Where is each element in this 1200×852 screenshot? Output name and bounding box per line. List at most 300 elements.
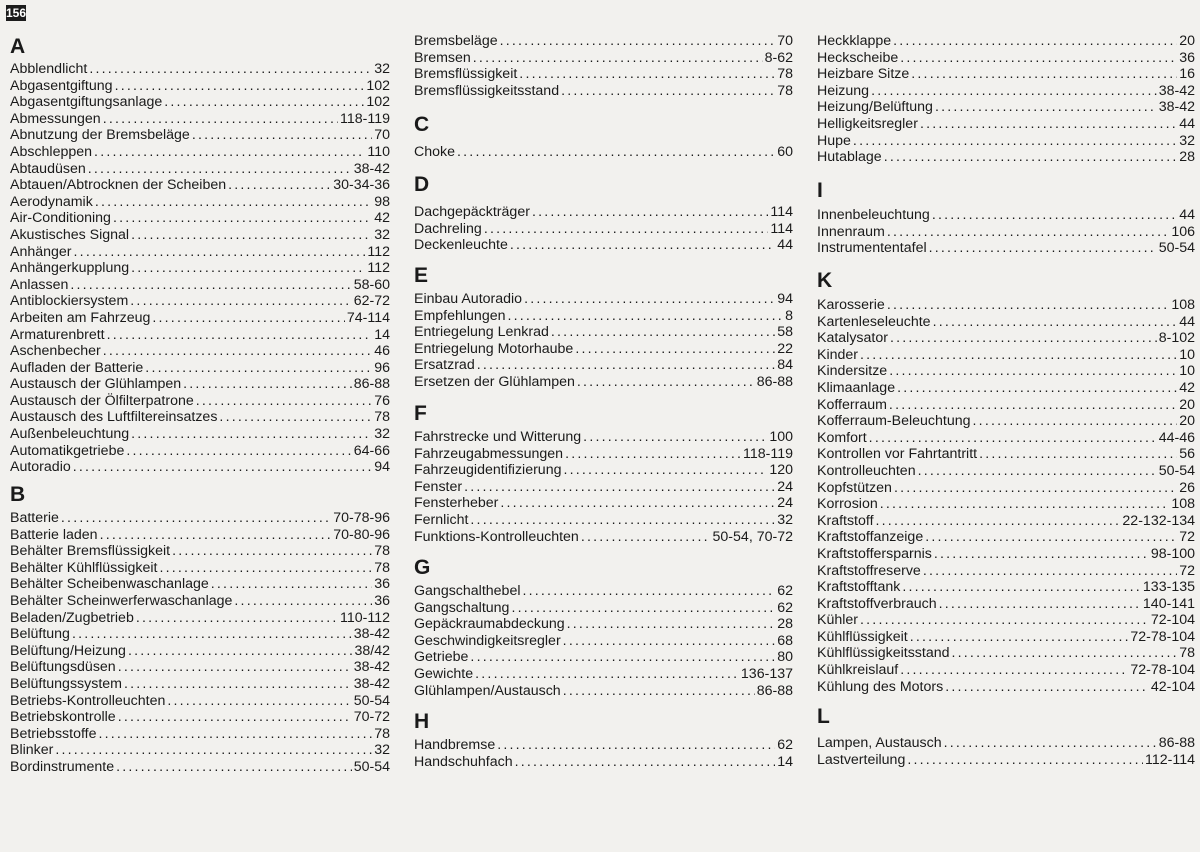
dot-leader xyxy=(532,204,768,221)
index-entry xyxy=(10,310,390,327)
dot-leader xyxy=(897,380,1177,397)
page-reference: 38-42 xyxy=(1158,99,1195,116)
dot-leader xyxy=(561,83,775,100)
dot-leader xyxy=(563,683,755,700)
index-term: Kinder xyxy=(817,346,859,363)
dot-leader xyxy=(911,66,1177,83)
page-reference: 86-88 xyxy=(756,373,793,390)
dot-leader xyxy=(952,645,1178,662)
index-entry xyxy=(817,679,1195,696)
page-reference: 62-72 xyxy=(353,293,390,310)
dot-leader xyxy=(551,324,775,341)
index-entry xyxy=(10,277,390,294)
dot-leader xyxy=(103,111,338,128)
index-entry xyxy=(414,374,793,391)
dot-leader xyxy=(932,207,1177,224)
dot-leader xyxy=(152,310,345,327)
page-reference: 32 xyxy=(374,742,390,759)
dot-leader xyxy=(923,563,1177,580)
index-entry xyxy=(414,754,793,771)
dot-leader xyxy=(477,357,776,374)
index-term: Handbremse xyxy=(414,737,496,753)
index-entry xyxy=(817,513,1195,530)
page-reference: 38/42 xyxy=(354,642,390,659)
index-term: Behälter Scheinwerferwaschanlage xyxy=(10,592,233,609)
index-entry-list xyxy=(10,61,390,476)
dot-leader xyxy=(118,709,352,726)
index-term: Autoradio xyxy=(10,459,71,476)
index-entry xyxy=(817,662,1195,679)
index-entry xyxy=(817,596,1195,613)
index-term: Betriebsstoffe xyxy=(10,725,97,742)
page-reference: 72-78-104 xyxy=(1130,662,1195,679)
dot-leader xyxy=(920,116,1177,133)
page-reference: 24 xyxy=(777,478,793,495)
index-term: Kühlkreislauf xyxy=(817,662,899,679)
index-term: Helligkeitsregler xyxy=(817,115,918,132)
page-reference: 136-137 xyxy=(740,665,793,682)
index-term: Kühler xyxy=(817,612,859,629)
index-entry xyxy=(10,227,390,244)
index-entry-list xyxy=(817,33,1195,166)
index-term: Entriegelung Motorhaube xyxy=(414,340,574,357)
index-term: Kontrollen vor Fahrtantritt xyxy=(817,446,978,463)
page-reference: 44 xyxy=(777,237,793,254)
index-entry-list xyxy=(414,33,793,99)
index-term: Kraftstoffanzeige xyxy=(817,529,924,546)
index-entry xyxy=(817,629,1195,646)
page-reference: 36 xyxy=(374,576,390,593)
index-term: Aschenbecher xyxy=(10,343,101,360)
index-entry xyxy=(414,616,793,633)
index-entry xyxy=(414,529,793,546)
index-entry xyxy=(817,116,1195,133)
dot-leader xyxy=(70,277,351,294)
dot-leader xyxy=(192,127,372,144)
page-reference: 50-54 xyxy=(1158,240,1195,257)
index-entry xyxy=(817,347,1195,364)
index-term: Kindersitze xyxy=(817,363,888,380)
index-term: Gewichte xyxy=(414,665,474,682)
page-reference: 78 xyxy=(777,82,793,99)
section-letter-f: F xyxy=(414,402,427,425)
section-letter-h: H xyxy=(414,710,430,733)
index-entry xyxy=(817,240,1195,257)
index-entry xyxy=(10,693,390,710)
index-term: Heckscheibe xyxy=(817,49,899,66)
dot-leader xyxy=(929,240,1157,257)
page-reference: 68 xyxy=(777,632,793,649)
index-term: Bremsbeläge xyxy=(414,33,498,49)
dot-leader xyxy=(484,221,769,238)
dot-leader xyxy=(934,546,1149,563)
index-term: Aufladen der Batterie xyxy=(10,359,144,376)
page-number: 156 xyxy=(6,6,27,20)
index-entry xyxy=(10,659,390,676)
dot-leader xyxy=(918,463,1157,480)
index-entry-list xyxy=(817,297,1195,695)
index-term: Deckenleuchte xyxy=(414,237,508,254)
index-term: Kühlflüssigkeit xyxy=(817,628,908,645)
dot-leader xyxy=(511,600,775,617)
page-reference: 44 xyxy=(1179,313,1195,330)
dot-leader xyxy=(522,583,775,600)
index-term: Kraftstoffersparnis xyxy=(817,545,932,562)
page-reference: 10 xyxy=(1179,363,1195,380)
page-reference: 42 xyxy=(374,210,390,227)
dot-leader xyxy=(894,480,1177,497)
page-reference: 84 xyxy=(777,357,793,374)
index-entry xyxy=(10,593,390,610)
page-reference: 72-104 xyxy=(1150,612,1195,629)
index-term: Antiblockiersystem xyxy=(10,293,129,310)
index-entry xyxy=(414,83,793,100)
index-entry xyxy=(10,459,390,476)
page-reference: 32 xyxy=(374,61,390,77)
index-term: Fahrzeugabmessungen xyxy=(414,445,564,462)
page-reference: 64-66 xyxy=(353,442,390,459)
index-entry xyxy=(10,643,390,660)
index-term: Kartenleseleuchte xyxy=(817,313,931,330)
index-entry-list xyxy=(414,144,793,161)
dot-leader xyxy=(567,616,776,633)
index-entry xyxy=(414,50,793,67)
dot-leader xyxy=(524,291,775,308)
dot-leader xyxy=(515,754,776,771)
dot-leader xyxy=(890,330,1157,347)
index-term: Aerodynamik xyxy=(10,193,93,210)
index-term: Funktions-Kontrolleuchten xyxy=(414,528,579,545)
index-entry xyxy=(414,357,793,374)
dot-leader xyxy=(73,459,372,476)
index-term: Belüftungsdüsen xyxy=(10,659,116,676)
page-reference: 42-104 xyxy=(1150,678,1195,695)
page-reference: 62 xyxy=(777,599,793,616)
page-reference: 24 xyxy=(777,495,793,512)
index-term: Innenbeleuchtung xyxy=(817,207,930,223)
dot-leader xyxy=(72,626,352,643)
index-entry-list xyxy=(414,204,793,254)
page-reference: 76 xyxy=(374,392,390,409)
dot-leader xyxy=(107,327,373,344)
index-entry xyxy=(817,579,1195,596)
index-term: Choke xyxy=(414,144,456,160)
dot-leader xyxy=(103,343,373,360)
page-reference: 32 xyxy=(777,511,793,528)
dot-leader xyxy=(74,244,366,261)
index-term: Klimaanlage xyxy=(817,379,896,396)
index-entry xyxy=(817,99,1195,116)
index-term: Hutablage xyxy=(817,149,882,166)
page-reference: 44 xyxy=(1179,115,1195,132)
index-entry-list xyxy=(414,737,793,770)
dot-leader xyxy=(871,83,1157,100)
dot-leader xyxy=(563,633,776,650)
page-reference: 78 xyxy=(374,725,390,742)
dot-leader xyxy=(126,443,351,460)
index-term: Bremsflüssigkeit xyxy=(414,66,518,83)
index-entry xyxy=(10,443,390,460)
index-entry xyxy=(414,649,793,666)
index-entry xyxy=(10,161,390,178)
dot-leader xyxy=(563,462,767,479)
index-term: Belüftungssystem xyxy=(10,675,122,692)
index-term: Abblendlicht xyxy=(10,61,88,77)
dot-leader xyxy=(945,679,1149,696)
page-reference: 102 xyxy=(366,94,390,111)
page-reference: 78 xyxy=(374,409,390,426)
dot-leader xyxy=(118,659,352,676)
dot-leader xyxy=(979,446,1177,463)
dot-leader xyxy=(473,50,763,67)
index-term: Abgasentgiftungsanlage xyxy=(10,94,163,111)
index-entry xyxy=(817,735,1195,752)
index-term: Belüftung xyxy=(10,626,70,643)
index-entry xyxy=(817,612,1195,629)
index-term: Anhängerkupplung xyxy=(10,260,130,277)
dot-leader xyxy=(910,629,1129,646)
page-reference: 30-34-36 xyxy=(333,177,390,194)
page-reference: 32 xyxy=(374,226,390,243)
page-reference: 86-88 xyxy=(353,376,390,393)
dot-leader xyxy=(519,66,775,83)
dot-leader xyxy=(61,510,331,527)
page-reference: 70 xyxy=(777,33,793,49)
index-term: Kofferraum-Beleuchtung xyxy=(817,413,971,430)
index-entry xyxy=(817,480,1195,497)
dot-leader xyxy=(196,393,372,410)
index-term: Behälter Kühlflüssigkeit xyxy=(10,559,158,576)
page-reference: 114 xyxy=(770,220,793,237)
index-entry xyxy=(414,341,793,358)
index-entry xyxy=(10,426,390,443)
page-reference: 108 xyxy=(1171,297,1195,313)
page-reference: 98-100 xyxy=(1150,545,1195,562)
index-term: Kühlung des Motors xyxy=(817,678,944,695)
index-entry-list xyxy=(10,510,390,776)
dot-leader xyxy=(172,543,372,560)
index-term: Abschleppen xyxy=(10,143,93,160)
dot-leader xyxy=(164,94,364,111)
section-letter-i: I xyxy=(817,179,823,202)
index-entry xyxy=(10,194,390,211)
index-entry xyxy=(10,626,390,643)
dot-leader xyxy=(115,78,365,95)
dot-leader xyxy=(973,413,1178,430)
dot-leader xyxy=(94,144,365,161)
page-reference: 20 xyxy=(1179,413,1195,430)
page-reference: 108 xyxy=(1171,496,1195,513)
index-entry xyxy=(10,759,390,776)
index-entry xyxy=(414,66,793,83)
index-entry xyxy=(414,33,793,50)
index-term: Fensterheber xyxy=(414,495,499,512)
dot-leader xyxy=(583,429,767,446)
page-reference: 78 xyxy=(374,543,390,560)
index-term: Automatikgetriebe xyxy=(10,442,125,459)
dot-leader xyxy=(99,726,373,743)
page-reference: 44-46 xyxy=(1158,429,1195,446)
index-entry xyxy=(817,463,1195,480)
index-entry xyxy=(414,446,793,463)
page-reference: 72-78-104 xyxy=(1130,628,1195,645)
index-entry xyxy=(414,308,793,325)
dot-leader xyxy=(464,479,775,496)
index-entry xyxy=(414,144,793,161)
dot-leader xyxy=(497,737,775,754)
index-entry xyxy=(817,149,1195,166)
page-reference: 80 xyxy=(777,649,793,666)
page-reference: 96 xyxy=(374,359,390,376)
index-entry xyxy=(10,94,390,111)
dot-leader xyxy=(889,397,1177,414)
index-entry xyxy=(817,546,1195,563)
page-reference: 8 xyxy=(785,307,793,324)
page-reference: 102 xyxy=(366,77,390,94)
page-reference: 74-114 xyxy=(346,309,390,326)
index-entry xyxy=(817,297,1195,314)
page-reference: 28 xyxy=(777,616,793,633)
index-entry xyxy=(414,221,793,238)
index-term: Ersetzen der Glühlampen xyxy=(414,373,575,390)
page-reference: 50-54, 70-72 xyxy=(712,528,793,545)
index-entry xyxy=(10,343,390,360)
index-entry xyxy=(817,380,1195,397)
index-term: Heizung/Belüftung xyxy=(817,99,933,116)
page-reference: 50-54 xyxy=(353,758,390,775)
dot-leader xyxy=(234,593,372,610)
index-term: Innenraum xyxy=(817,223,885,240)
index-term: Kontrolleuchten xyxy=(817,462,916,479)
dot-leader xyxy=(577,374,755,391)
page-reference: 62 xyxy=(777,583,793,599)
index-entry xyxy=(817,66,1195,83)
page-reference: 22-132-134 xyxy=(1122,512,1195,529)
index-term: Air-Conditioning xyxy=(10,210,111,227)
index-term: Blinker xyxy=(10,742,54,759)
index-entry xyxy=(414,666,793,683)
page-reference: 56 xyxy=(1179,446,1195,463)
index-entry xyxy=(817,413,1195,430)
index-entry xyxy=(10,543,390,560)
page-reference: 110-112 xyxy=(340,609,390,626)
index-term: Abtaudüsen xyxy=(10,160,86,177)
dot-leader xyxy=(889,363,1177,380)
dot-leader xyxy=(159,560,372,577)
index-entry xyxy=(10,376,390,393)
page-reference: 38-42 xyxy=(353,675,390,692)
dot-leader xyxy=(860,612,1149,629)
index-term: Kraftstoffreserve xyxy=(817,562,921,579)
page-reference: 70-78-96 xyxy=(333,510,390,526)
index-entry xyxy=(10,510,390,527)
index-term: Handschuhfach xyxy=(414,753,513,770)
index-term: Hupe xyxy=(817,132,851,149)
index-entry xyxy=(817,363,1195,380)
index-entry xyxy=(414,204,793,221)
index-entry xyxy=(414,633,793,650)
dot-leader xyxy=(944,735,1157,752)
index-term: Austausch der Glühlampen xyxy=(10,376,182,393)
dot-leader xyxy=(470,649,775,666)
page-reference: 78 xyxy=(777,66,793,83)
index-term: Abmessungen xyxy=(10,110,101,127)
dot-leader xyxy=(900,50,1177,67)
index-term: Entriegelung Lenkrad xyxy=(414,324,549,341)
page-reference: 36 xyxy=(374,592,390,609)
page-reference: 42 xyxy=(1179,379,1195,396)
index-term: Anhänger xyxy=(10,243,72,260)
page-reference: 20 xyxy=(1179,33,1195,49)
index-entry xyxy=(817,563,1195,580)
dot-leader xyxy=(100,527,332,544)
dot-leader xyxy=(907,752,1143,769)
dot-leader xyxy=(475,666,739,683)
index-term: Behälter Bremsflüssigkeit xyxy=(10,543,171,560)
index-entry xyxy=(10,742,390,759)
page-reference: 106 xyxy=(1171,223,1195,240)
page-reference: 32 xyxy=(374,426,390,443)
index-term: Batterie xyxy=(10,510,59,526)
index-entry xyxy=(10,393,390,410)
page-reference: 60 xyxy=(777,144,793,160)
page-reference: 50-54 xyxy=(353,692,390,709)
index-entry xyxy=(817,133,1195,150)
page-reference: 28 xyxy=(1179,149,1195,166)
index-entry xyxy=(10,610,390,627)
dot-leader xyxy=(939,596,1141,613)
page-reference: 120 xyxy=(769,462,793,479)
index-term: Bremsflüssigkeitsstand xyxy=(414,82,560,99)
page-reference: 16 xyxy=(1179,66,1195,83)
page-reference: 94 xyxy=(777,291,793,307)
index-entry xyxy=(10,409,390,426)
page-reference: 110 xyxy=(367,143,390,160)
dot-leader xyxy=(880,496,1170,513)
index-entry-list xyxy=(817,207,1195,257)
dot-leader xyxy=(211,576,372,593)
index-entry xyxy=(10,260,390,277)
page-reference: 38-42 xyxy=(1158,82,1195,99)
section-letter-d: D xyxy=(414,173,430,196)
dot-leader xyxy=(925,529,1177,546)
index-entry xyxy=(10,709,390,726)
index-entry xyxy=(414,737,793,754)
index-term: Lampen, Austausch xyxy=(817,735,942,751)
index-term: Fahrstrecke und Witterung xyxy=(414,429,582,445)
index-term: Karosserie xyxy=(817,297,885,313)
index-entry xyxy=(414,512,793,529)
index-entry-list xyxy=(414,583,793,699)
index-entry xyxy=(10,576,390,593)
page-reference: 70-72 xyxy=(353,709,390,726)
dot-leader xyxy=(219,409,372,426)
index-term: Komfort xyxy=(817,429,867,446)
index-entry xyxy=(10,360,390,377)
dot-leader xyxy=(131,227,372,244)
dot-leader xyxy=(470,512,775,529)
dot-leader xyxy=(167,693,351,710)
index-term: Kraftstofftank xyxy=(817,579,901,596)
page-reference: 133-135 xyxy=(1142,579,1195,596)
page-reference: 32 xyxy=(1179,132,1195,149)
page-reference: 78 xyxy=(374,559,390,576)
dot-leader xyxy=(113,210,372,227)
dot-leader xyxy=(860,347,1177,364)
index-entry xyxy=(10,527,390,544)
dot-leader xyxy=(935,99,1157,116)
dot-leader xyxy=(575,341,775,358)
